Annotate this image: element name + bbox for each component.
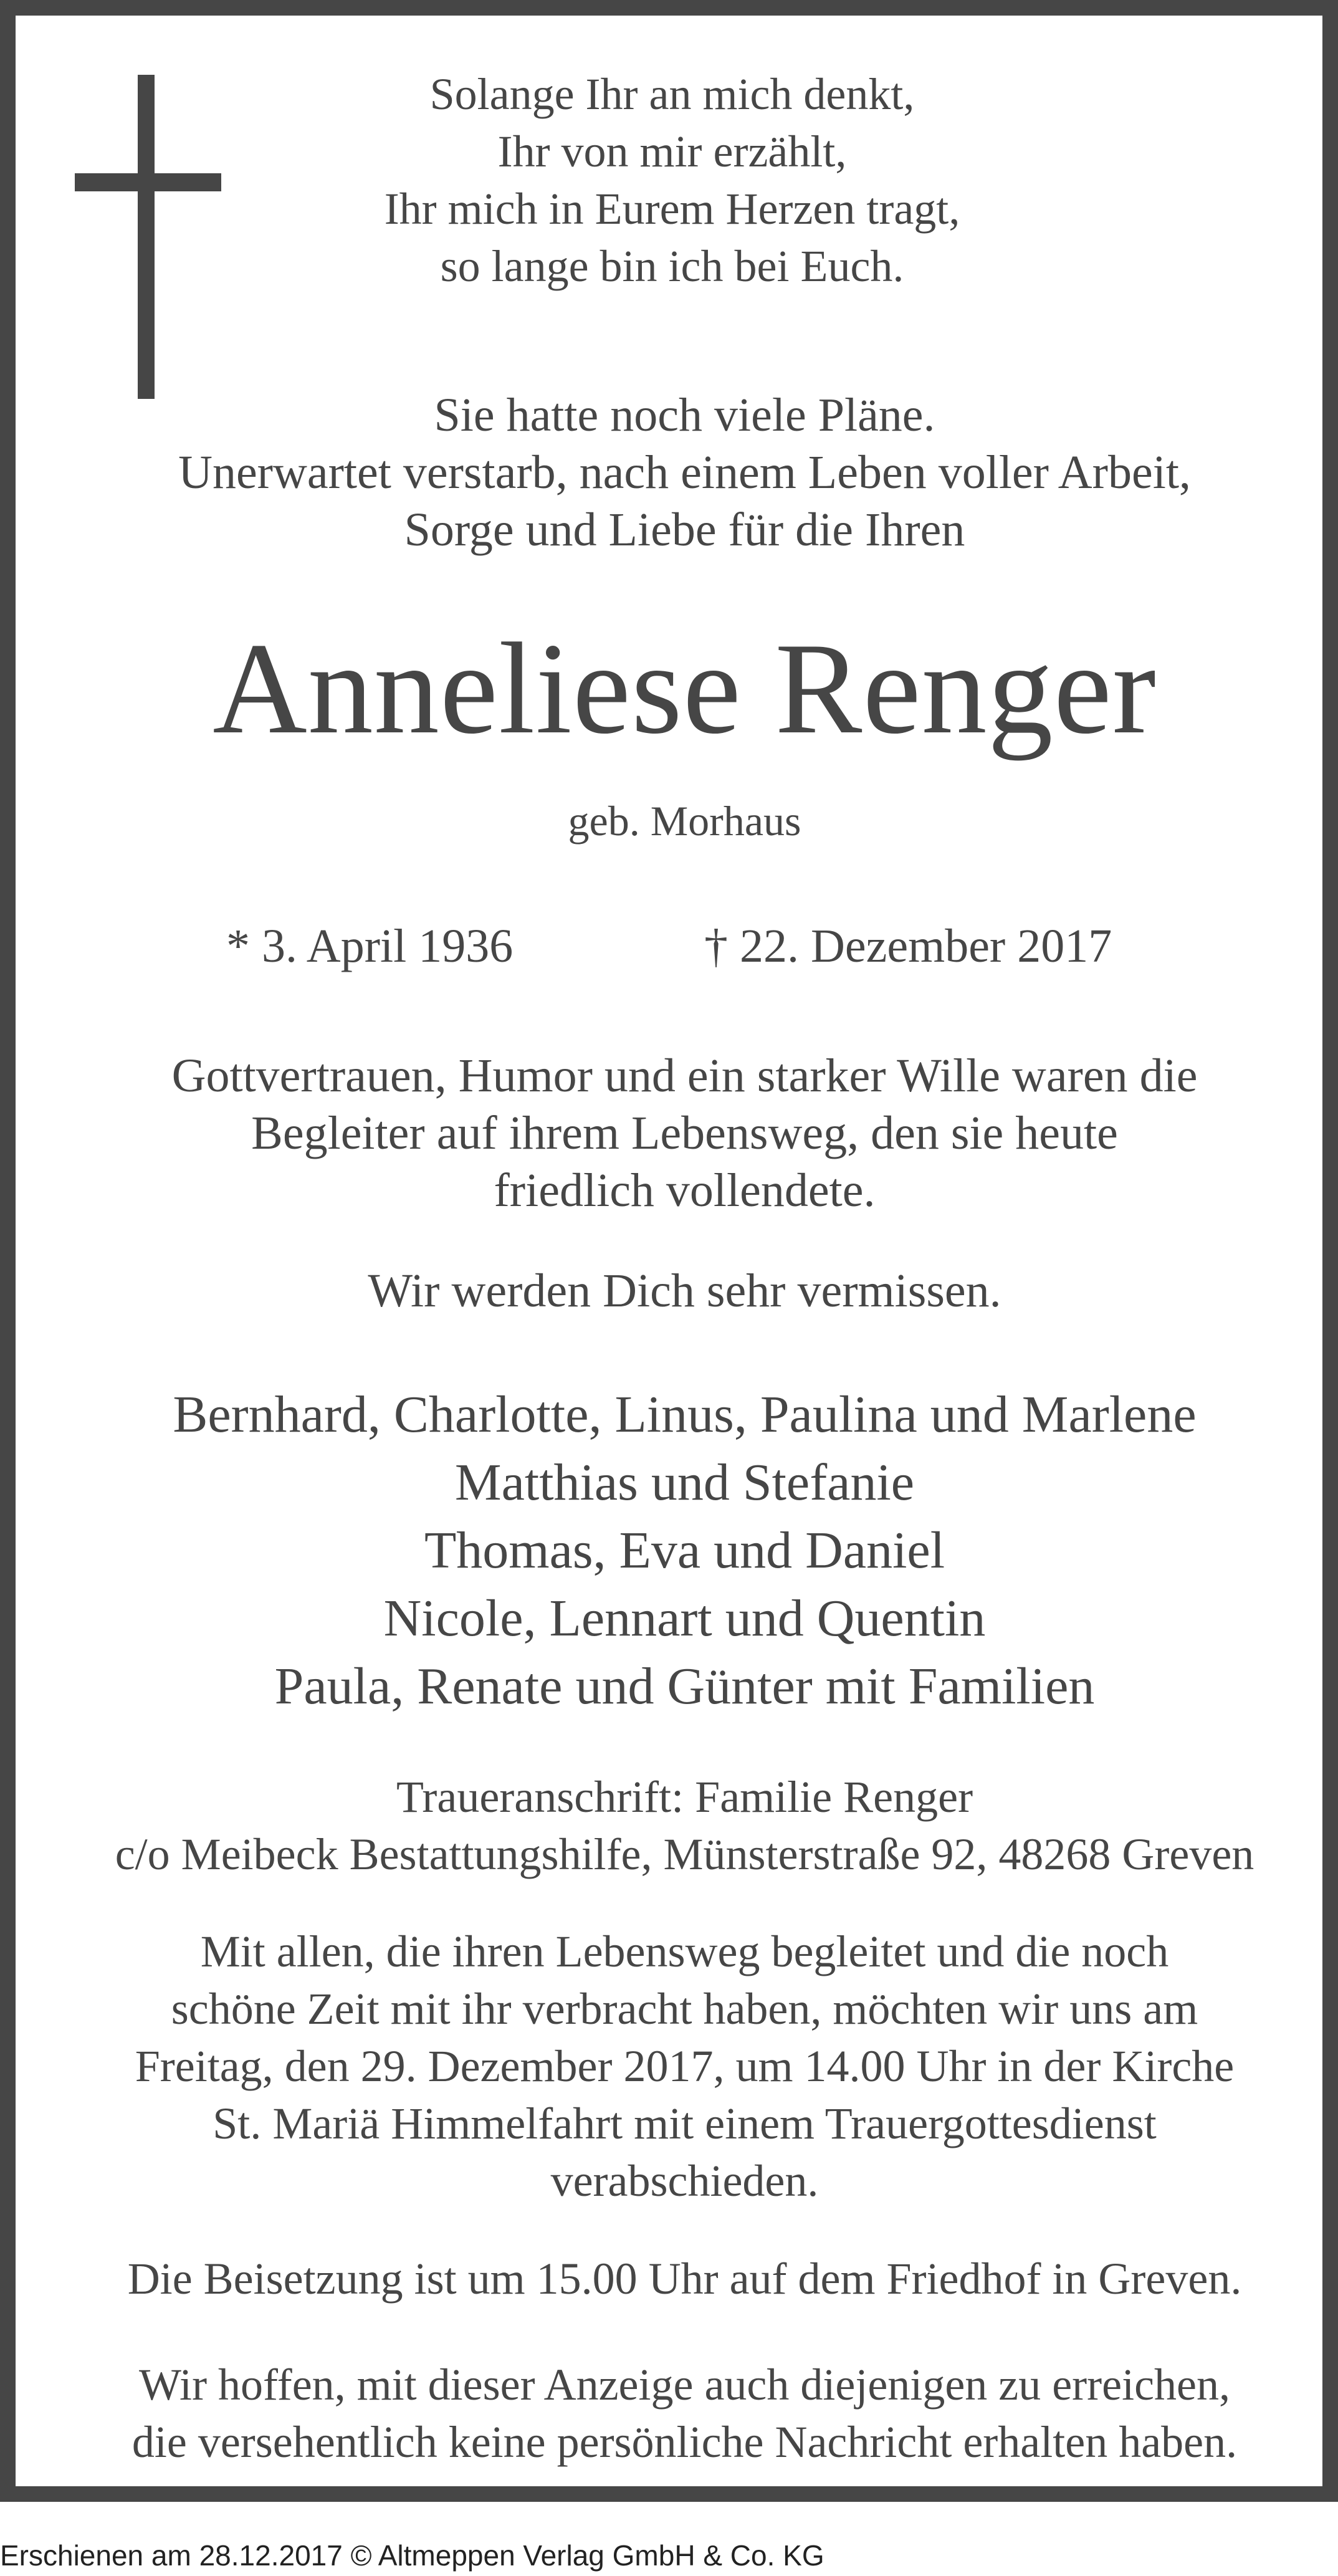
notice-line: die versehentlich keine persönliche Nachricht erhalten haben. (131, 2417, 1238, 2467)
notice-line: Wir hoffen, mit dieser Anzeige auch diejenigen zu erreichen, (138, 2360, 1231, 2410)
poem-line: Ihr von mir erzählt, (497, 127, 847, 176)
intro-text (41, 386, 1329, 558)
intro-line: Sie hatte noch viele Pläne. (434, 389, 935, 441)
poem-line: Ihr mich in Eurem Herzen tragt, (384, 184, 960, 234)
service-line: Mit allen, die ihren Lebensweg begleitet und die noch (200, 1927, 1169, 1976)
intro-line: Unerwartet verstarb, nach einem Leben voller Arbeit, (178, 446, 1191, 499)
notice-text (41, 2356, 1329, 2471)
intro-line: Sorge und Liebe für die Ihren (404, 504, 965, 556)
tribute-line: friedlich vollendete. (494, 1164, 876, 1217)
funeral-service-text (41, 1923, 1329, 2210)
publication-footer: Erschienen am 28.12.2017 © Altmeppen Verlag GmbH & Co. KG (0, 2539, 824, 2572)
mourner-line: Paula, Renate und Günter mit Familien (274, 1657, 1095, 1715)
mourners-list (41, 1381, 1329, 1720)
poem (41, 65, 1304, 295)
life-dates (16, 916, 1338, 976)
miss-text: Wir werden Dich sehr vermissen. (368, 1265, 1001, 1317)
deceased-name: Anneliese Renger (213, 616, 1157, 761)
mourner-line: Thomas, Eva und Daniel (424, 1521, 945, 1579)
service-line: Freitag, den 29. Dezember 2017, um 14.00 Uhr in der Kirche (135, 2041, 1235, 2091)
mourning-address (41, 1768, 1329, 1883)
mourner-line: Nicole, Lennart und Quentin (383, 1589, 986, 1647)
death-date: † 22. Dezember 2017 (704, 920, 1112, 972)
tribute-line: Begleiter auf ihrem Lebensweg, den sie heute (251, 1107, 1118, 1159)
address-line: Traueranschrift: Familie Renger (396, 1772, 973, 1822)
address-line: c/o Meibeck Bestattungshilfe, Münsterstraße 92, 48268 Greven (115, 1829, 1254, 1879)
burial-text: Die Beisetzung ist um 15.00 Uhr auf dem Friedhof in Greven. (127, 2254, 1242, 2304)
tribute-line: Gottvertrauen, Humor und ein starker Wille waren die (171, 1050, 1198, 1102)
poem-line: so lange bin ich bei Euch. (440, 241, 904, 291)
mourner-line: Matthias und Stefanie (454, 1453, 915, 1511)
tribute-text (41, 1047, 1329, 1219)
mourner-line: Bernhard, Charlotte, Linus, Paulina und Marlene (173, 1386, 1197, 1444)
birth-date: * 3. April 1936 (226, 920, 514, 972)
poem-line: Solange Ihr an mich denkt, (429, 69, 915, 119)
service-line: schöne Zeit mit ihr verbracht haben, möchten wir uns am (171, 1984, 1198, 2034)
service-line: verabschieden. (550, 2156, 819, 2206)
service-line: St. Mariä Himmelfahrt mit einem Trauergottesdienst (213, 2099, 1157, 2148)
birth-name: geb. Morhaus (568, 797, 801, 845)
